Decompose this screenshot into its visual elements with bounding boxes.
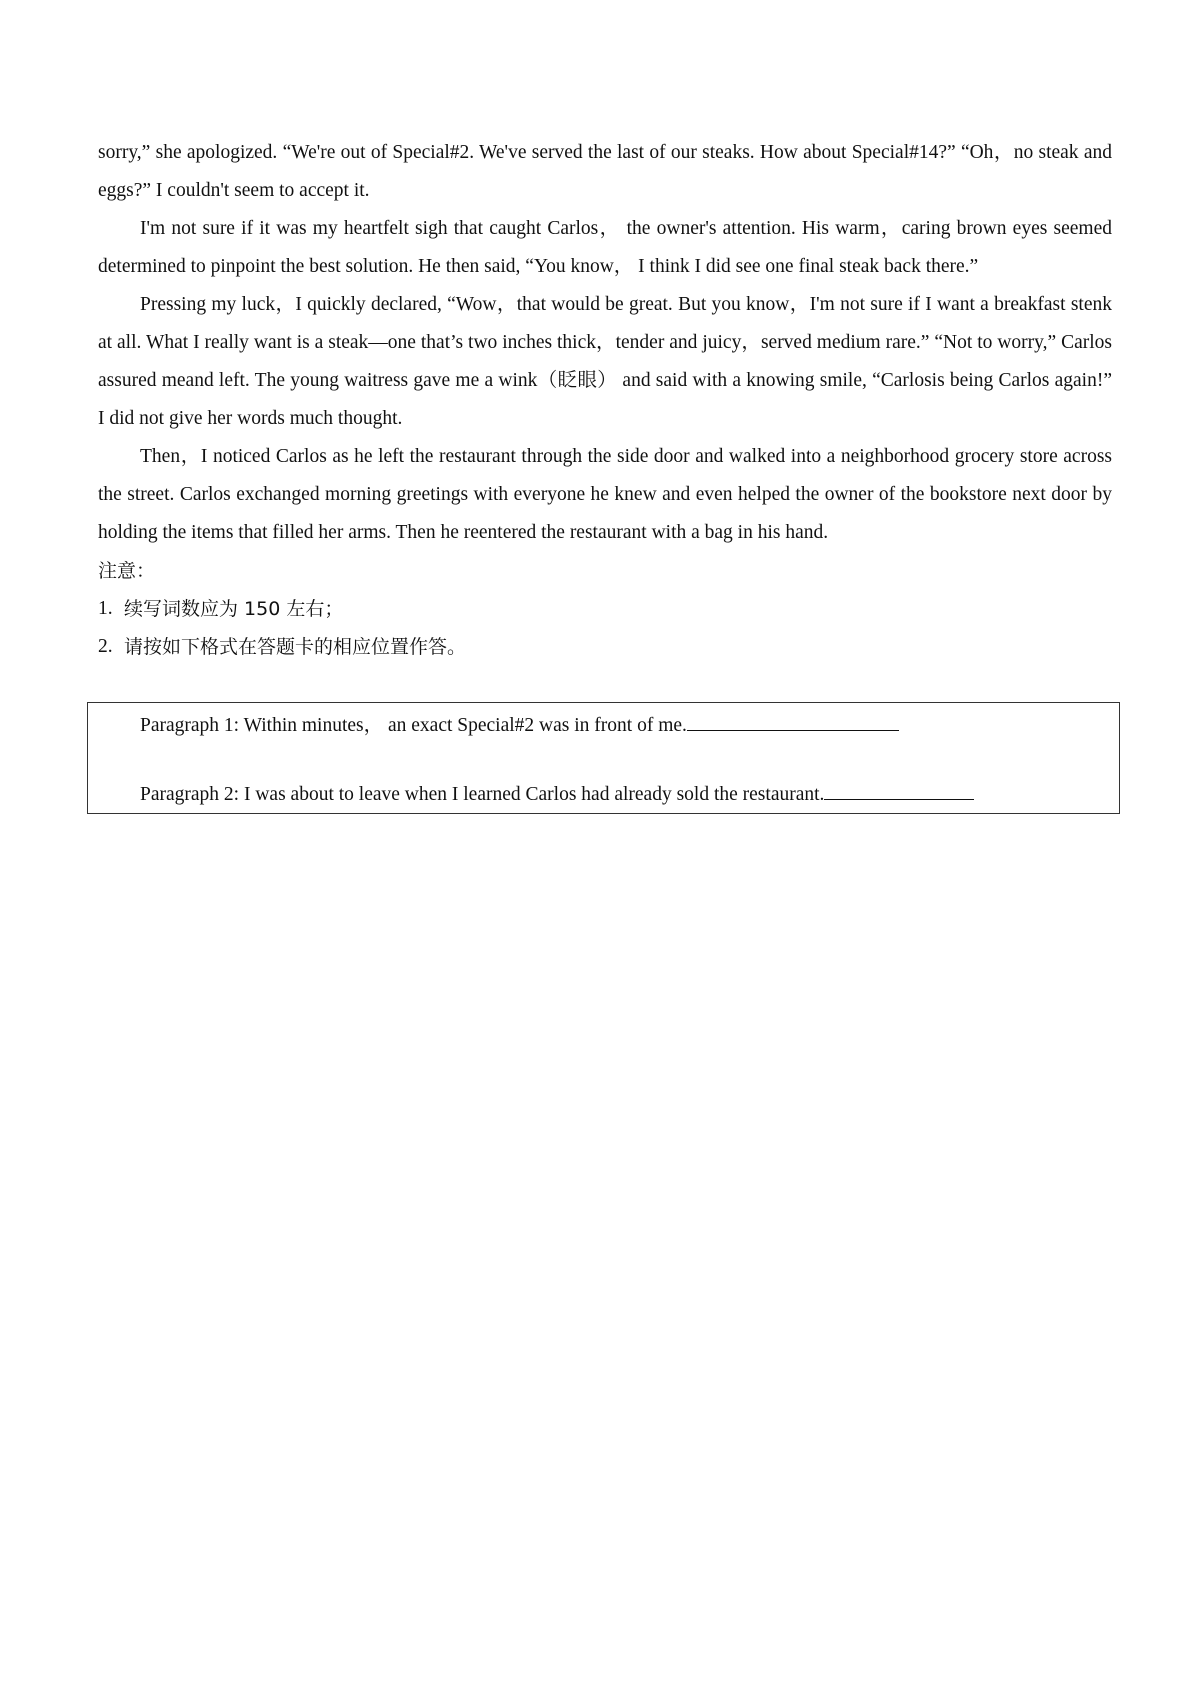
answer-blank-2[interactable] xyxy=(824,783,974,800)
answer-paragraph-2 xyxy=(140,783,974,806)
answer-paragraph-1 xyxy=(140,709,899,737)
note-text: 请按如下格式在答题卡的相应位置作答。 xyxy=(124,636,467,658)
notes-heading: 注意： xyxy=(98,560,156,582)
answer-format-box xyxy=(87,702,1120,814)
story-paragraph-2: I'm not sure if it was my heartfelt sigh that caught Carlos， the owner's attention. His warm，caring brown eyes seemed determined to pinpoint the best solution. He then said, “You know， I think I did see one final steak back there.” xyxy=(98,218,1112,277)
answer-paragraph-2-prompt: Paragraph 2: I was about to leave when I learned Carlos had already sold the restaurant. xyxy=(140,784,825,805)
document-page xyxy=(98,134,1112,666)
note-item-2 xyxy=(98,628,1112,666)
note-number: 1. xyxy=(98,598,113,619)
story-paragraph-1: sorry,” she apologized. “We're out of Special#2. We've served the last of our steaks. How about Special#14?” “Oh，no steak and eggs?” I couldn't seem to accept it. xyxy=(98,142,1112,201)
note-text: 续写词数应为 150 左右； xyxy=(124,598,344,620)
story-paragraph-3: Pressing my luck，I quickly declared, “Wow，that would be great. But you know，I'm not sure if I want a breakfast stenk at all. What I really want is a steak—one that’s two inches thick，tender and juicy，served medium rare.” “Not to worry,” Carlos assured meand left. The young waitress gave me a wink（眨眼） and said with a knowing smile, “Carlosis being Carlos again!” I did not give her words much thought. xyxy=(98,294,1112,429)
answer-blank-1[interactable] xyxy=(687,714,899,731)
answer-paragraph-1-prompt: Paragraph 1: Within minutes， an exact Special#2 was in front of me. xyxy=(140,715,687,736)
note-item-1 xyxy=(98,590,1112,628)
story-paragraph-4: Then，I noticed Carlos as he left the restaurant through the side door and walked into a neighborhood grocery store across the street. Carlos exchanged morning greetings with everyone he knew and even helped the owner of the bookstore next door by holding the items that filled her arms. Then he reentered the restaurant with a bag in his hand. xyxy=(98,446,1112,543)
note-number: 2. xyxy=(98,636,113,657)
